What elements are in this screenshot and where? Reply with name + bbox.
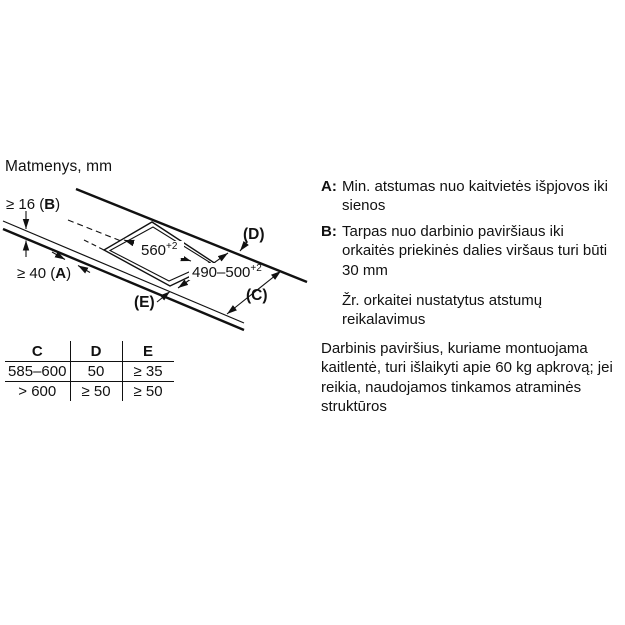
note-line: sienos xyxy=(342,197,386,215)
table-cell: 50 xyxy=(71,362,123,382)
page-title: Matmenys, mm xyxy=(5,158,113,175)
d-label: (D) xyxy=(243,226,265,243)
note-line: struktūros xyxy=(321,397,387,415)
note-line: reikalavimus xyxy=(342,311,426,329)
note-line: Žr. orkaitei nustatytus atstumų xyxy=(342,292,543,309)
table-cell: ≥ 50 xyxy=(133,383,163,400)
width-dimension-label: $560^{+2}$ xyxy=(141,241,178,259)
note-load-capacity xyxy=(321,339,613,416)
note-a xyxy=(321,177,608,216)
note-line: kaitlentė, turi išlaikyti apie 60 kg apkrovą; jei xyxy=(321,359,613,377)
note-line: orkaitės priekinės dalies viršaus turi būti xyxy=(342,242,608,260)
table-cell: > 600 xyxy=(5,382,71,401)
dimension-table xyxy=(5,341,174,401)
wall-gap-dimension-label: ≥ 40 (A) xyxy=(17,265,72,282)
note-b xyxy=(321,222,607,280)
d-leader-line xyxy=(240,242,247,251)
table-header-c: C xyxy=(5,341,71,362)
c-label: (C) xyxy=(246,287,268,304)
note-line: Tarpas nuo darbinio paviršiaus iki xyxy=(342,223,564,240)
note-line: 30 mm xyxy=(342,261,388,279)
table-header-e: E xyxy=(123,341,174,362)
cutout-extension-dashed-line xyxy=(84,240,104,250)
table-cell: 585–600 xyxy=(5,362,71,382)
note-oven-clearance xyxy=(321,291,542,330)
table-header-d: D xyxy=(71,341,123,362)
note-line: reikia, naudojamos tinkamos atraminės xyxy=(321,378,582,396)
table-cell: ≥ 35 xyxy=(123,362,174,382)
table-cell: ≥ 50 xyxy=(71,382,123,401)
hidden-edge-dashed-line xyxy=(68,220,121,241)
note-a-label: A: xyxy=(321,178,337,195)
depth-dimension-label: $490-500^{+2}$ xyxy=(192,263,262,281)
note-line: Min. atstumas nuo kaitvietės išpjovos iki xyxy=(342,178,608,195)
note-b-label: B: xyxy=(321,223,337,240)
e-label: (E) xyxy=(134,294,155,311)
note-line: Darbinis paviršius, kuriame montuojama xyxy=(321,340,588,357)
thickness-dimension-label: ≥ 16 (B) xyxy=(6,196,61,213)
a-dimension-arrow-right xyxy=(78,266,90,273)
